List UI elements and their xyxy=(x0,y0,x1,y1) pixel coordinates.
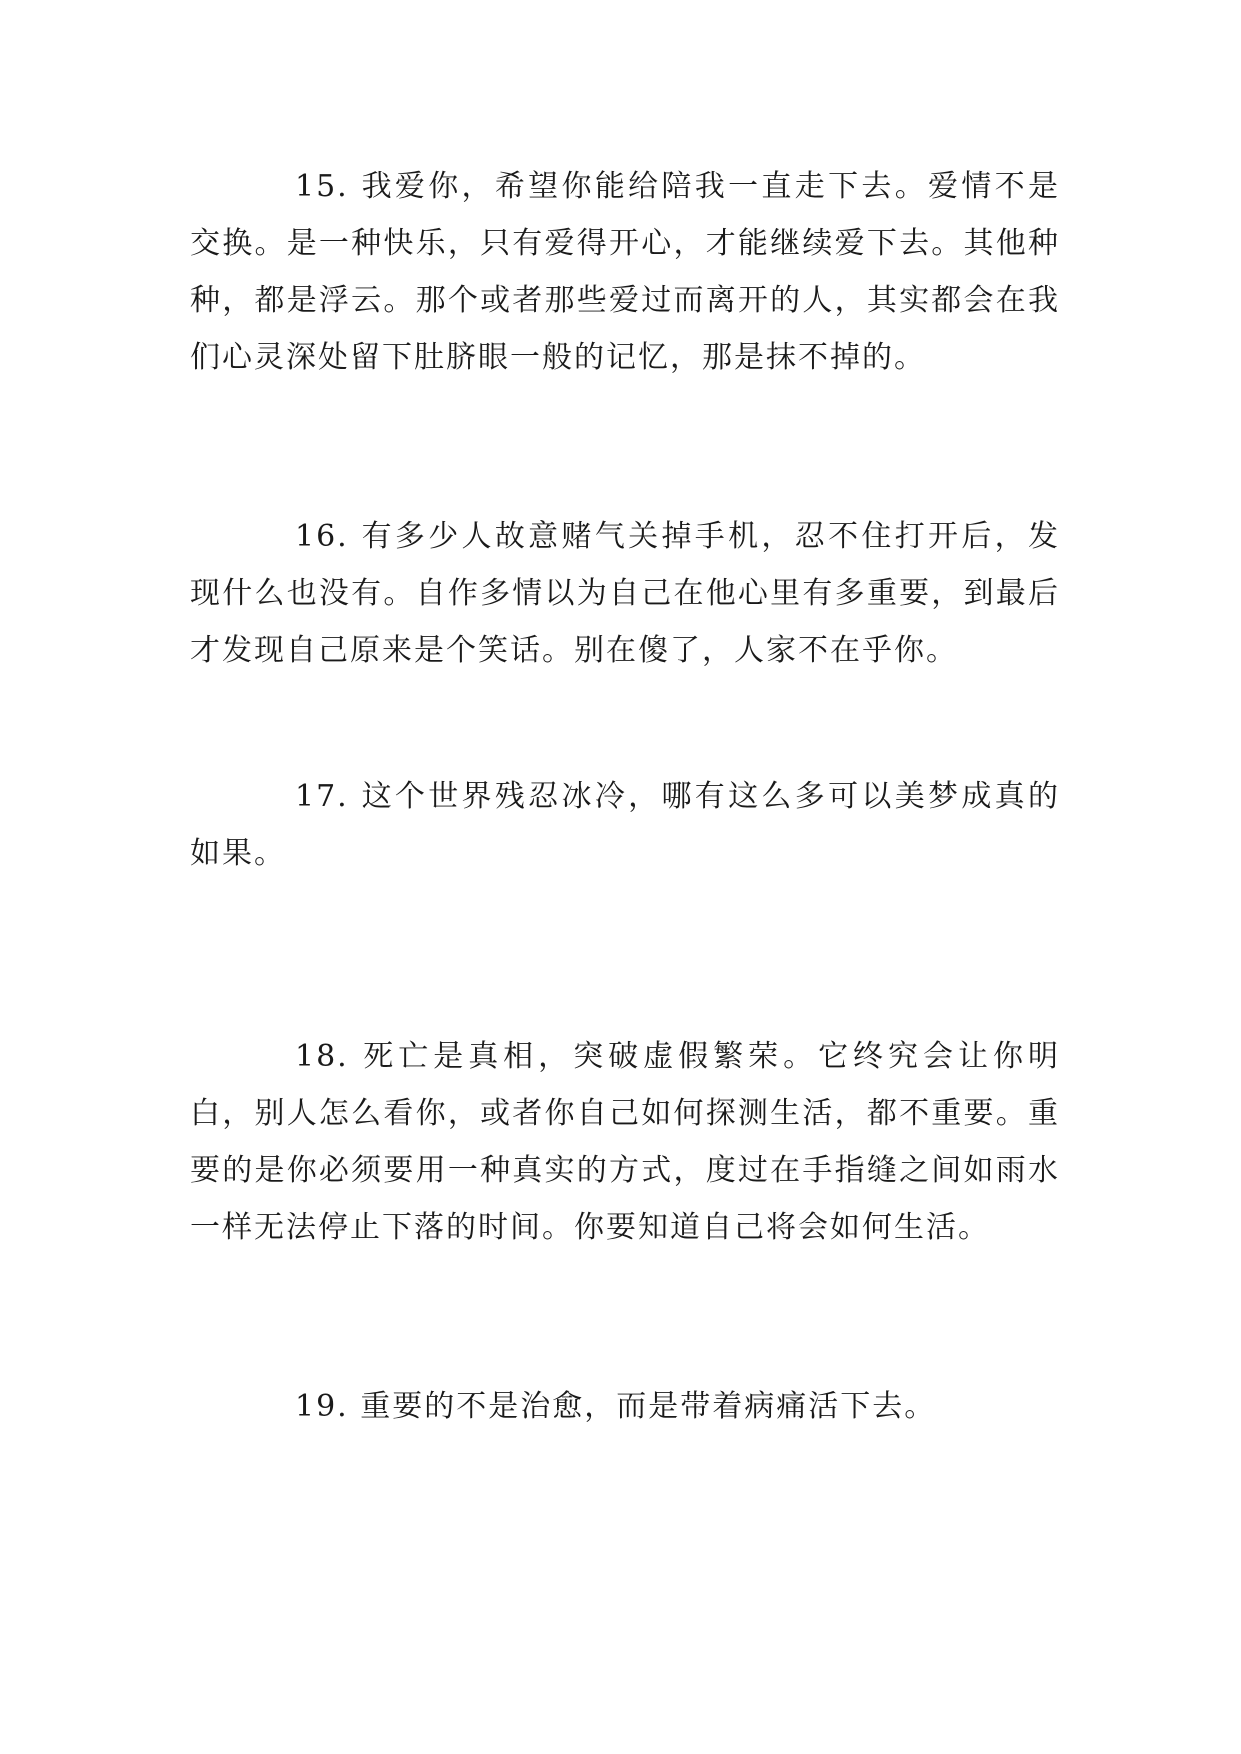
paragraph-15: 15. 我爱你，希望你能给陪我一直走下去。爱情不是交换。是一种快乐，只有爱得开心，才能继续爱下去。其他种种，都是浮云。那个或者那些爱过而离开的人，其实都会在我们心灵深处留下肚脐眼一般的记忆，那是抹不掉的。 xyxy=(190,169,1060,375)
paragraph-19: 19. 重要的不是治愈，而是带着病痛活下去。 xyxy=(295,1389,937,1424)
paragraph-17: 17. 这个世界残忍冰冷，哪有这么多可以美梦成真的如果。 xyxy=(190,779,1060,871)
paragraph-16: 16. 有多少人故意赌气关掉手机，忍不住打开后，发现什么也没有。自作多情以为自己在他心里有多重要，到最后才发现自己原来是个笑话。别在傻了，人家不在乎你。 xyxy=(190,519,1060,668)
paragraph-18: 18. 死亡是真相，突破虚假繁荣。它终究会让你明白，别人怎么看你，或者你自己如何探测生活，都不重要。重要的是你必须要用一种真实的方式，度过在手指缝之间如雨水一样无法停止下落的时间。你要知道自己将会如何生活。 xyxy=(190,1039,1060,1245)
